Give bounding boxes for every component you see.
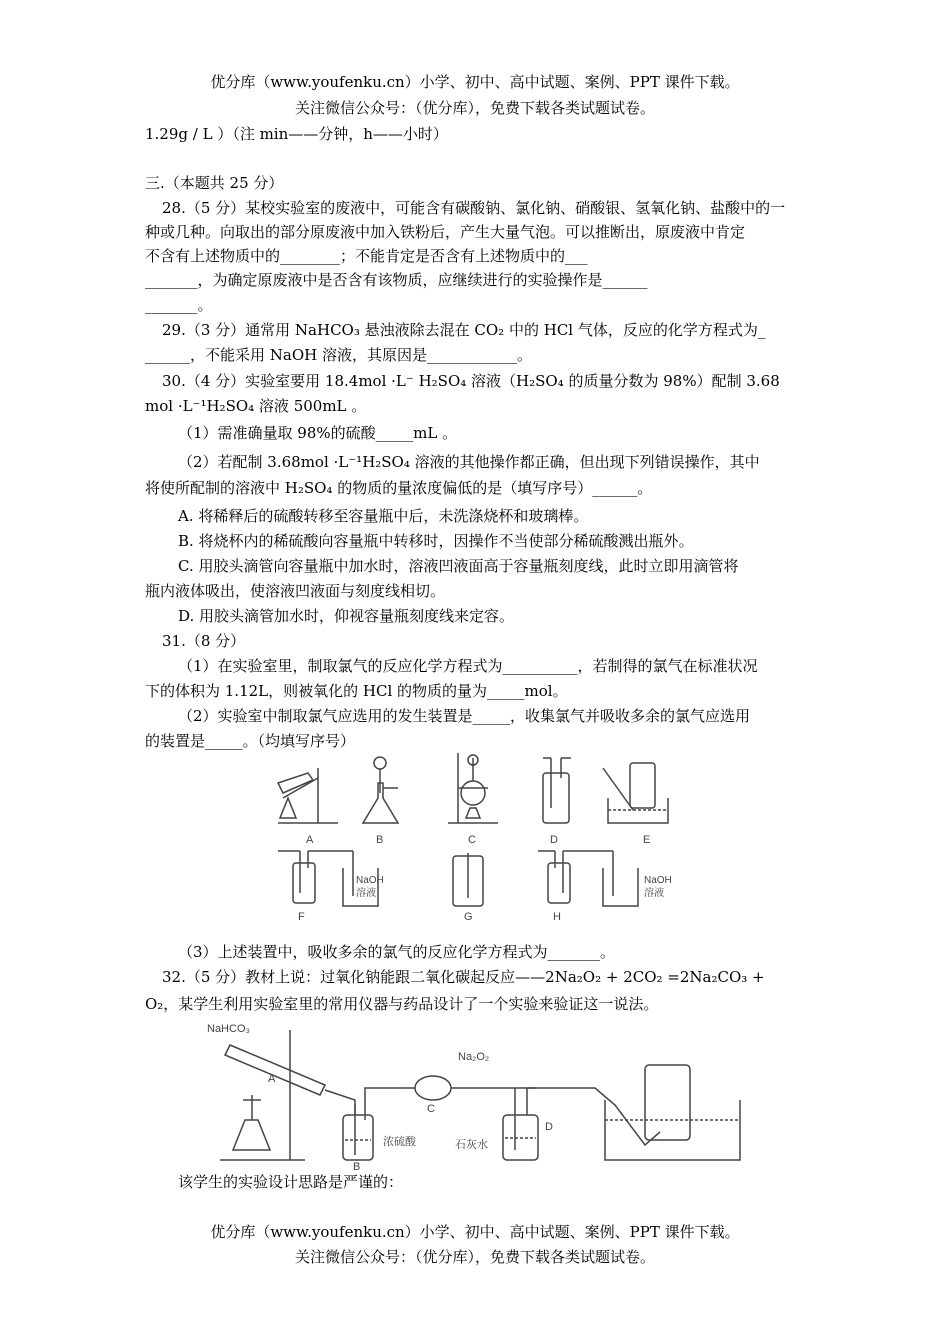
option-d: D. 用胶头滴管加水时，仰视容量瓶刻度线来定容。 xyxy=(178,607,515,625)
question-32: 32.（5 分）教材上说：过氧化钠能跟二氧化碳起反应——2Na₂O₂ + 2CO₂ =2Na₂CO₃ + xyxy=(162,968,765,986)
text-line: ______，不能采用 NaOH 溶液，其原因是____________。 xyxy=(145,346,532,364)
text-line: _______，为确定原废液中是否含有该物质，应继续进行的实验操作是______ xyxy=(145,271,648,289)
text-line: 种或几种。向取出的部分原废液中加入铁粉后，产生大量气泡。可以推断出，原废液中肯定 xyxy=(145,223,746,241)
naoh-label-h: NaOH xyxy=(644,875,672,886)
text-line: 将使所配制的溶液中 H₂SO₄ 的物质的量浓度偏低的是（填写序号）______。 xyxy=(145,479,653,497)
nahco3-label: NaHCO₃ xyxy=(207,1023,250,1035)
label-e: E xyxy=(643,834,651,846)
experiment-figure xyxy=(205,1020,765,1170)
option-a: A. 将稀释后的硫酸转移至容量瓶中后，未洗涤烧杯和玻璃棒。 xyxy=(178,507,589,525)
apparatus-figure xyxy=(268,748,688,923)
question-31: 31.（8 分） xyxy=(162,632,246,650)
question-30: 30.（4 分）实验室要用 18.4mol ·L⁻ H₂SO₄ 溶液（H₂SO₄ 的质量分数为 98%）配制 3.68 xyxy=(162,372,780,390)
text-line: （3）上述装置中，吸收多余的氯气的反应化学方程式为_______。 xyxy=(178,943,616,961)
solution-label-h: 溶液 xyxy=(644,888,664,899)
text-line: 该学生的实验设计思路是严谨的： xyxy=(178,1173,404,1191)
bottle-b xyxy=(343,1105,373,1160)
text-line: 的装置是_____。（均填写序号） xyxy=(145,732,356,750)
label-a: A xyxy=(306,834,314,846)
label-f: F xyxy=(298,911,305,923)
question-29: 29.（3 分）通常用 NaHCO₃ 悬浊液除去混在 CO₂ 中的 HCl 气体，反应的化学方程式为_ xyxy=(162,321,766,339)
gas-collection xyxy=(605,1065,740,1160)
label-c: C xyxy=(427,1103,435,1115)
text-line: 不含有上述物质中的________；不能肯定是否含有上述物质中的___ xyxy=(145,247,588,265)
label-h: H xyxy=(553,911,561,923)
question-28: 28.（5 分）某校实验室的废液中，可能含有碳酸钠、氯化钠、硝酸银、氢氧化钠、盐酸中的一 xyxy=(162,199,786,217)
text-line: （2）实验室中制取氯气应选用的发生装置是_____，收集氯气并吸收多余的氯气应选用 xyxy=(178,707,751,725)
apparatus-a xyxy=(220,1030,325,1160)
footer-line-2: 关注微信公众号：（优分库），免费下载各类试题试卷。 xyxy=(294,1248,655,1266)
label-a: A xyxy=(268,1073,276,1085)
header-line-2: 关注微信公众号：（优分库），免费下载各类试题试卷。 xyxy=(294,99,655,117)
header-line-1: 优分库（www.youfenku.cn）小学、初中、高中试题、案例、PPT 课件下载。 xyxy=(210,73,740,91)
limewater-label: 石灰水 xyxy=(455,1139,488,1151)
label-d: D xyxy=(545,1121,553,1133)
apparatus-c xyxy=(448,753,498,823)
na2o2-label: Na₂O₂ xyxy=(458,1051,490,1063)
label-d: D xyxy=(550,834,558,846)
h2so4-label: 浓硫酸 xyxy=(383,1136,416,1148)
footer-line-1: 优分库（www.youfenku.cn）小学、初中、高中试题、案例、PPT 课件下载。 xyxy=(210,1223,740,1241)
apparatus-d xyxy=(543,758,571,823)
text-line: （1）需准确量取 98%的硫酸_____mL 。 xyxy=(178,424,458,442)
label-c: C xyxy=(468,834,476,846)
option-c: C. 用胶头滴管向容量瓶中加水时，溶液凹液面高于容量瓶刻度线，此时立即用滴管将 xyxy=(178,557,739,575)
text-line: _______。 xyxy=(145,296,213,314)
solution-label-f: 溶液 xyxy=(356,888,376,899)
label-b: B xyxy=(353,1161,361,1170)
text-line: O₂，某学生利用实验室里的常用仪器与药品设计了一个实验来验证这一说法。 xyxy=(145,995,659,1013)
apparatus-b xyxy=(363,757,398,823)
text-line: mol ·L⁻¹H₂SO₄ 溶液 500mL 。 xyxy=(145,397,367,415)
text-line: （2）若配制 3.68mol ·L⁻¹H₂SO₄ 溶液的其他操作都正确，但出现下列错误操作，其中 xyxy=(178,453,760,471)
naoh-label-f: NaOH xyxy=(356,875,384,886)
apparatus-h xyxy=(538,851,638,906)
text-line: 瓶内液体吸出，使溶液凹液面与刻度线相切。 xyxy=(145,582,446,600)
label-b: B xyxy=(376,834,384,846)
section-heading: 三.（本题共 25 分） xyxy=(145,174,284,192)
text-line: 下的体积为 1.12L，则被氧化的 HCl 的物质的量为_____mol。 xyxy=(145,682,568,700)
apparatus-e xyxy=(603,763,668,823)
apparatus-g xyxy=(453,853,483,906)
label-g: G xyxy=(464,911,473,923)
text-line: （1）在实验室里，制取氯气的反应化学方程式为__________，若制得的氯气在标准状况 xyxy=(178,657,758,675)
bottle-d xyxy=(503,1088,538,1160)
option-b: B. 将烧杯内的稀硫酸向容量瓶中转移时，因操作不当使部分稀硫酸溅出瓶外。 xyxy=(178,532,694,550)
text-line: 1.29g / L ）（注 min——分钟，h——小时） xyxy=(145,125,448,143)
apparatus-a xyxy=(278,768,338,823)
